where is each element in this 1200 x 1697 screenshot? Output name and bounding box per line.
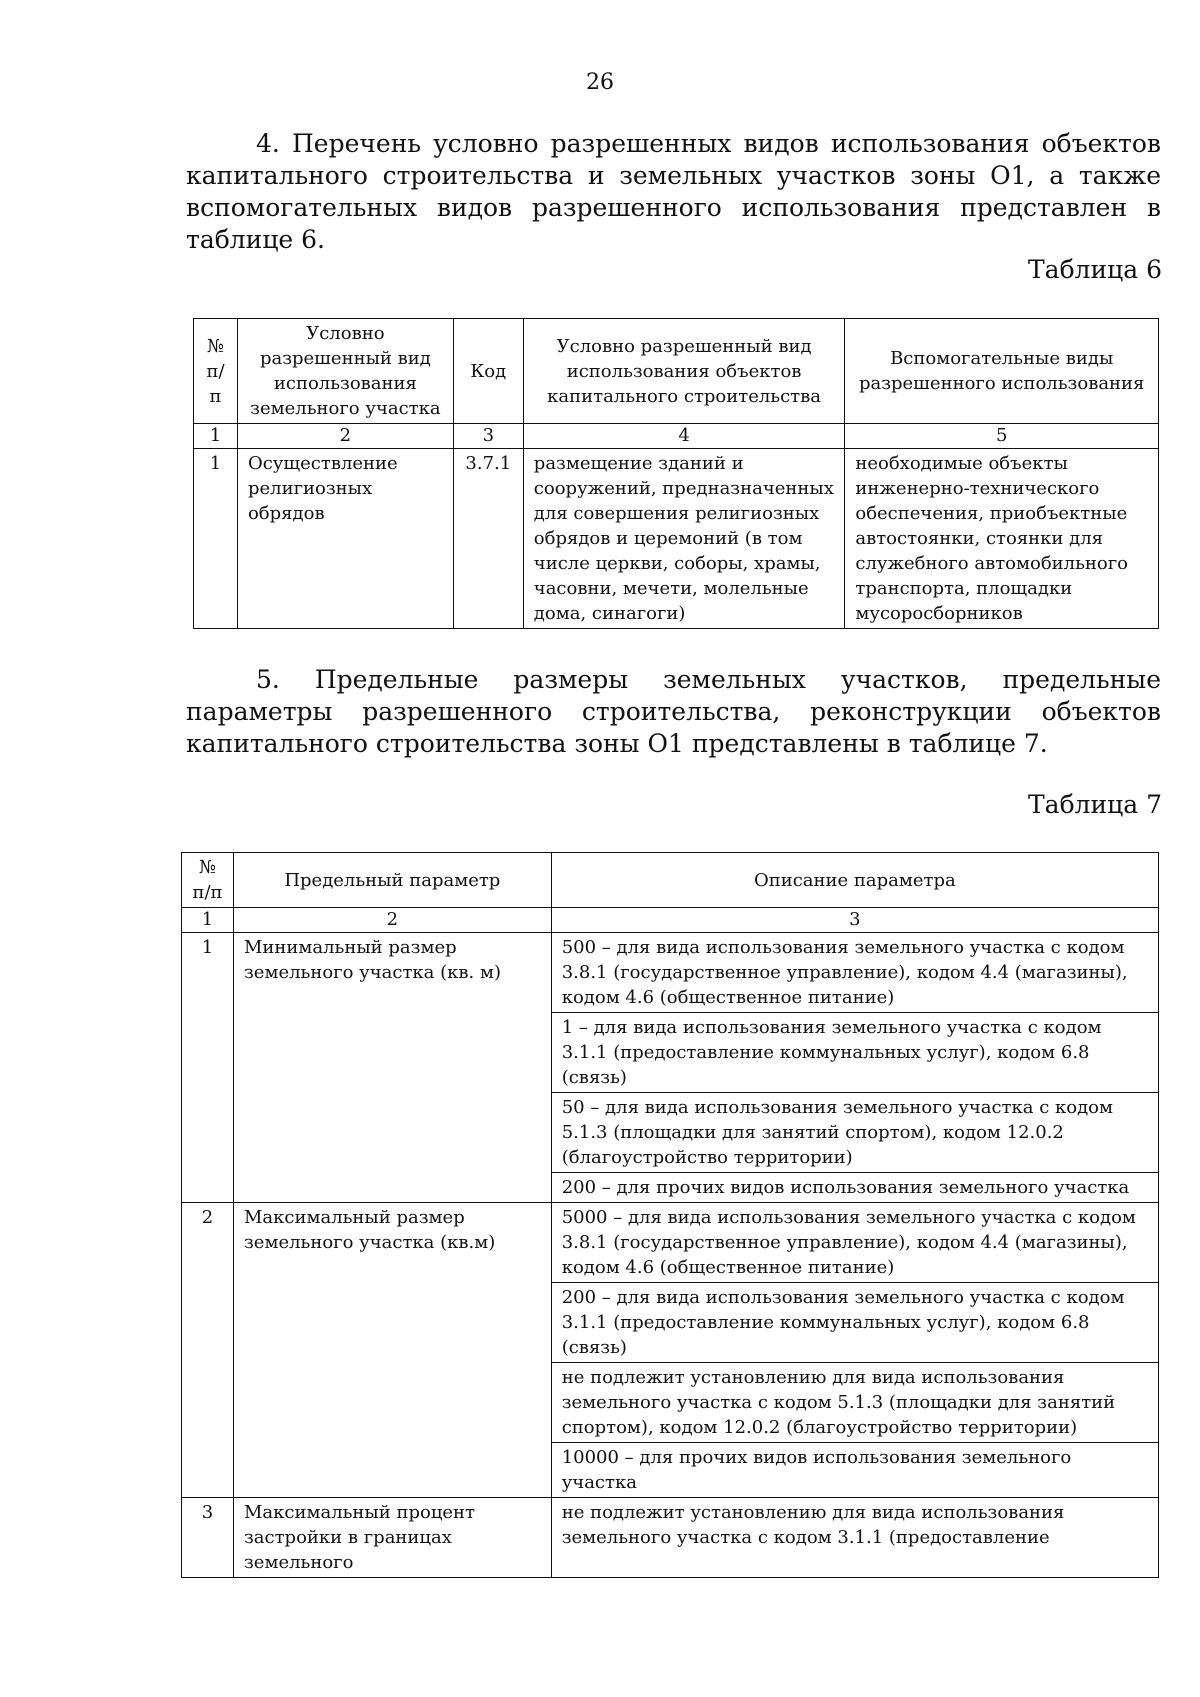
page-number: 26 [586,70,614,95]
section-5-paragraph: 5. Предельные размеры земельных участков, предельные параметры разрешенного строительства, реконструкции объектов капитального строительства зоны О1 представлены в таблице 7. [186,665,1161,758]
table-7-description: 200 – для вида использования земельного участка с кодом 3.1.1 (предоставление коммунальных услуг), кодом 6.8 (связь) [551,1283,1158,1363]
table-6-land-use: Осуществление религиозных обрядов [237,449,453,629]
table-7 [181,852,1159,1578]
table-7-colnum: 1 [182,908,234,933]
table-7-row-num: 2 [182,1203,234,1498]
table-7-row-num: 1 [182,933,234,1203]
table-6-header-object-use: Условно разрешенный вид использования объектов капитального строительства [523,319,845,424]
table-6-code: 3.7.1 [453,449,523,629]
table-row [182,1498,1159,1578]
table-7-description: 50 – для вида использования земельного участка с кодом 5.1.3 (площадки для занятий спортом), кодом 12.0.2 (благоустройство территории) [551,1093,1158,1173]
table-row [194,449,1159,629]
table-7-description: не подлежит установлению для вида использования земельного участка с кодом 5.1.3 (площадки для занятий спортом), кодом 12.0.2 (благоустройство территории) [551,1363,1158,1443]
table-6-row-num: 1 [194,449,238,629]
table-6 [193,318,1159,629]
table-7-description: не подлежит установлению для вида использования земельного участка с кодом 3.1.1 (предоставление [551,1498,1158,1578]
table-6-object-use: размещение зданий и сооружений, предназначенных для совершения религиозных обрядов и церемоний (в том числе церкви, соборы, храмы, часовни, мечети, молельные дома, синагоги) [523,449,845,629]
table-6-caption: Таблица 6 [1027,255,1162,284]
table-7-param: Максимальный процент застройки в границах земельного [233,1498,551,1578]
table-7-header-param: Предельный параметр [233,853,551,908]
table-7-description: 10000 – для прочих видов использования земельного участка [551,1443,1158,1498]
table-6-header-row [194,319,1159,424]
table-6-header-num: № п/п [194,319,238,424]
section-4-paragraph: 4. Перечень условно разрешенных видов использования объектов капитального строительства и земельных участков зоны О1, а также вспомогательных видов разрешенного использования представлен в таблице 6. [186,129,1161,254]
table-6-header-auxiliary: Вспомогательные виды разрешенного использования [845,319,1159,424]
table-6-column-numbers [194,424,1159,449]
table-7-caption: Таблица 7 [1027,790,1162,819]
table-6-colnum: 4 [523,424,845,449]
table-7-param: Минимальный размер земельного участка (кв. м) [233,933,551,1203]
table-7-column-numbers [182,908,1159,933]
table-7-header-num: № п/п [182,853,234,908]
table-6-colnum: 1 [194,424,238,449]
table-7-description: 200 – для прочих видов использования земельного участка [551,1173,1158,1203]
table-7-row-num: 3 [182,1498,234,1578]
table-7-description: 1 – для вида использования земельного участка с кодом 3.1.1 (предоставление коммунальных услуг), кодом 6.8 (связь) [551,1013,1158,1093]
table-6-colnum: 2 [237,424,453,449]
table-6-auxiliary: необходимые объекты инженерно-технического обеспечения, приобъектные автостоянки, стоянки для служебного автомобильного транспорта, площадки мусоросборников [845,449,1159,629]
table-6-header-code: Код [453,319,523,424]
table-row [182,1203,1159,1283]
table-row [182,933,1159,1013]
table-6-colnum: 3 [453,424,523,449]
table-6-colnum: 5 [845,424,1159,449]
table-7-header-description: Описание параметра [551,853,1158,908]
table-7-param: Максимальный размер земельного участка (кв.м) [233,1203,551,1498]
table-6-header-land-use: Условно разрешенный вид использования земельного участка [237,319,453,424]
table-7-colnum: 3 [551,908,1158,933]
table-7-header-row [182,853,1159,908]
table-7-colnum: 2 [233,908,551,933]
table-7-description: 5000 – для вида использования земельного участка с кодом 3.8.1 (государственное управление), кодом 4.4 (магазины), кодом 4.6 (общественное питание) [551,1203,1158,1283]
table-7-description: 500 – для вида использования земельного участка с кодом 3.8.1 (государственное управление), кодом 4.4 (магазины), кодом 4.6 (общественное питание) [551,933,1158,1013]
